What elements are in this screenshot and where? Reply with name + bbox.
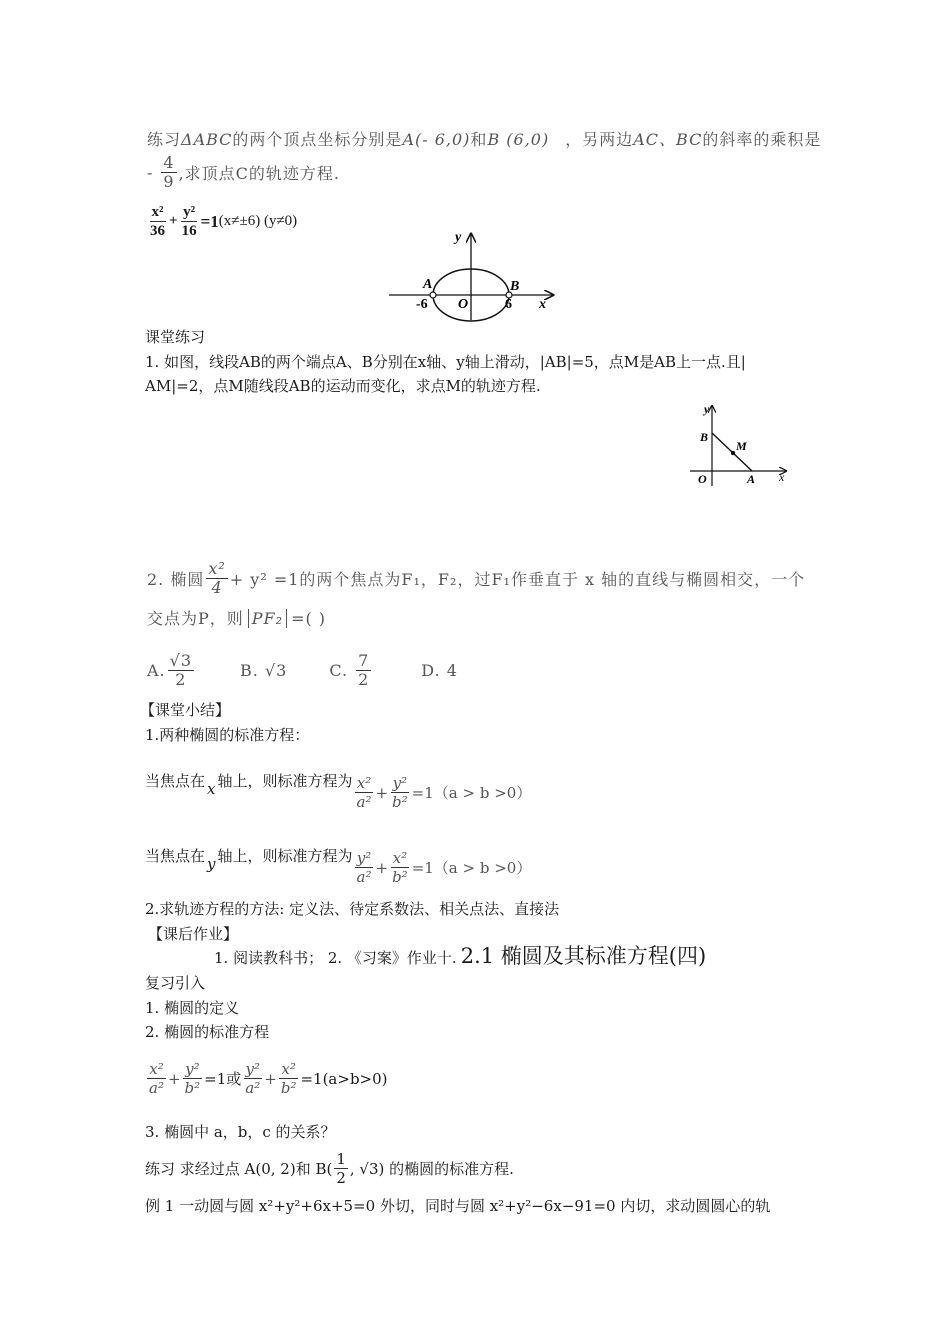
denominator: a² (149, 1079, 164, 1097)
exercise-text-3: 的斜率的乘积是 (702, 130, 822, 149)
numerator: 7 (358, 651, 370, 670)
q2-text: + y² =1的两个焦点为F₁，F₂，过F₁作垂直于 x 轴的直线与椭圆相交，一个 (229, 570, 806, 589)
denominator: 2 (336, 1169, 346, 1187)
six-label: 6 (505, 297, 512, 312)
fraction-y2-a2 (243, 1060, 262, 1097)
condition: =1（a > b >0） (411, 783, 532, 802)
exercise-text: 的两个顶点坐标分别是 (232, 130, 403, 149)
question-1-line-1: 1. 如图，线段AB的两个端点A、B分别在x轴、y轴上滑动，|AB|=5，点M是AB上一点.且| (145, 353, 746, 371)
b-label: B (700, 430, 709, 444)
text: 当焦点在 (145, 771, 206, 790)
denominator: b² (392, 793, 408, 811)
equals-or: =1或 (204, 1069, 242, 1088)
minus-six-label: -6 (416, 297, 428, 312)
q2-blank: =( ) (291, 609, 327, 628)
denominator: a² (245, 1079, 261, 1097)
segment-figure (686, 400, 792, 490)
ellipse-figure (385, 228, 560, 324)
plus-sign: + (169, 213, 178, 229)
o-label: O (698, 472, 707, 486)
option-c-fraction (356, 652, 371, 689)
x-label: x (539, 297, 546, 312)
fraction-y2-16 (180, 203, 199, 240)
minus-sign: - (147, 163, 154, 182)
numerator: y² (245, 1060, 261, 1078)
denominator: 9 (163, 172, 175, 191)
denominator: b² (184, 1079, 201, 1097)
exercise-text-2: ，另两边 (565, 130, 634, 149)
fraction-y2-b2 (390, 774, 410, 811)
sides-ac-bc: AC、BC (633, 130, 703, 149)
option-a-label: A. (147, 661, 166, 680)
fraction-x2-4 (206, 560, 227, 597)
point-m-dot (731, 451, 735, 455)
homework-line (214, 946, 706, 968)
numerator: √3 (169, 651, 193, 670)
denominator: a² (356, 793, 372, 811)
m-label: M (736, 439, 747, 453)
classroom-heading: 课堂练习 (145, 328, 206, 346)
point-a: A(- 6,0) (402, 130, 471, 149)
question-2-line-2 (147, 606, 326, 629)
denominator: 16 (181, 223, 197, 239)
numerator: x² (208, 559, 226, 578)
q2-text-2: 交点为P，则 (147, 609, 244, 628)
fraction-x2-36 (148, 203, 167, 240)
fraction-x2-b2 (390, 849, 410, 886)
section-title: 2.1 椭圆及其标准方程(四) (460, 944, 707, 968)
a-label: A (423, 277, 433, 292)
a-label: A (747, 472, 756, 486)
numerator: x² (151, 204, 164, 220)
numerator: x² (356, 774, 372, 792)
y-label: y (455, 230, 462, 245)
condition: =1（a > b >0） (411, 858, 532, 877)
denominator: 2 (175, 670, 187, 689)
fraction-x2-b2 (279, 1060, 299, 1097)
fraction-y2-b2 (183, 1060, 203, 1097)
question-2-line-1 (147, 560, 805, 597)
numerator: y² (356, 849, 372, 867)
q2-prefix: 2. 椭圆 (147, 570, 205, 589)
review-heading: 复习引入 (145, 974, 206, 992)
numerator: 4 (163, 153, 175, 172)
x-variable: x (207, 779, 216, 798)
exercise-question: ,求顶点C的轨迹方程. (178, 164, 341, 183)
review-item-1: 1. 椭圆的定义 (145, 999, 240, 1017)
text: 轴上，则标准方程为 (217, 771, 353, 790)
practice-line (145, 1150, 514, 1187)
x-label: x (779, 470, 785, 484)
numerator: y² (185, 1060, 200, 1078)
example-1: 例 1 一动圆与圆 x²+y²+6x+5=0 外切，同时与圆 x²+y²−6x−91=0 内切，求动圆圆心的轨 (145, 1197, 771, 1215)
exercise-label: 练习 (147, 130, 182, 149)
review-item-2: 2. 椭圆的标准方程 (145, 1023, 270, 1041)
equals-condition: =1(a>b>0) (300, 1069, 388, 1088)
homework-heading: 【课后作业】 (148, 925, 239, 943)
triangle-abc: ΔABC (181, 130, 233, 149)
equals-one: =1 (200, 211, 219, 231)
exercise-line-2 (147, 154, 340, 191)
option-b: B. √3 (240, 661, 288, 680)
x-axis-equation-line: 当焦点在 x 轴上，则标准方程为 $\frac{\text{x²}}{\text{a²}}$ + $\frac{\text{y²}}{\text{b²}}$ =1（a > b >0） (145, 771, 532, 811)
numerator: x² (281, 1060, 296, 1078)
denominator: 4 (211, 578, 223, 597)
option-c-label: C. (329, 661, 349, 680)
homework-items: 1. 阅读教科书； 2. 《习案》作业十. (214, 949, 457, 967)
summary-item-1: 1.两种椭圆的标准方程： (145, 726, 310, 744)
question-2-options (147, 652, 458, 689)
numerator: y² (392, 774, 408, 792)
numerator: y² (183, 204, 196, 220)
numerator: x² (149, 1060, 164, 1078)
b-label: B (510, 279, 520, 294)
option-a-fraction (168, 652, 194, 689)
text: 当焦点在 (145, 846, 206, 865)
summary-heading: 【课堂小结】 (140, 701, 231, 719)
fraction-y2-a2 (355, 849, 374, 886)
fraction-x2-a2 (355, 774, 374, 811)
fraction-4-9 (161, 154, 176, 191)
practice-text: 练习 求经过点 A(0, 2)和 B( (145, 1159, 333, 1178)
y-variable: y (207, 854, 216, 873)
o-label: O (458, 297, 469, 312)
question-1-line-2: AM|=2，点M随线段AB的运动而变化，求点M的轨迹方程. (145, 377, 541, 395)
summary-item-2: 2.求轨迹方程的方法: 定义法、待定系数法、相关点法、直接法 (145, 900, 560, 918)
denominator: b² (392, 868, 408, 886)
denominator: b² (280, 1079, 297, 1097)
denominator: 36 (150, 223, 165, 239)
point-b: B (6,0) (487, 130, 550, 149)
exercise-and: 和 (470, 130, 488, 149)
answer-condition: (x≠±6) (y≠0) (218, 213, 298, 229)
option-d: D. 4 (421, 661, 458, 680)
exercise-line-1 (147, 127, 821, 150)
standard-equations: $\frac{\text{x²}}{\text{a²}}$ + $\frac{\text{y²}}{\text{b²}}$ =1或 $\frac{\text{y²}}{\text{a²}}$ + $\frac{\text{x²}}{\text{b²}}$ =1(a>b>0) (149, 1060, 388, 1097)
fraction-one-half (334, 1150, 348, 1187)
y-axis-equation-line: 当焦点在 y 轴上，则标准方程为 $\frac{\text{y²}}{\text{a²}}$ + $\frac{\text{x²}}{\text{b²}}$ =1（a > b >0） (145, 846, 532, 886)
fraction-x2-a2 (147, 1060, 166, 1097)
answer-equation (146, 203, 297, 240)
numerator: x² (392, 849, 408, 867)
pf2-abs: PF₂ (248, 609, 287, 628)
y-label: y (704, 402, 710, 416)
denominator: a² (356, 868, 372, 886)
point-a-dot (430, 292, 436, 298)
denominator: 2 (358, 670, 370, 689)
text: 轴上，则标准方程为 (217, 846, 353, 865)
review-item-3: 3. 椭圆中 a，b，c 的关系？ (145, 1123, 336, 1141)
practice-text-2: , √3) 的椭圆的标准方程. (349, 1159, 514, 1178)
numerator: 1 (336, 1150, 346, 1168)
